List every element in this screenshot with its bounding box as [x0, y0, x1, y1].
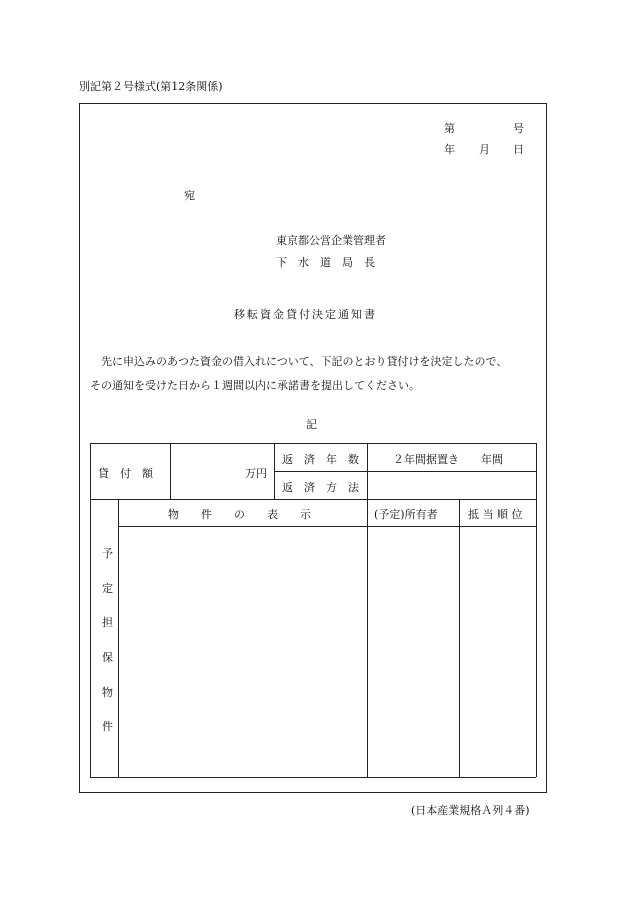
side-label-char: 件 [102, 720, 113, 733]
side-label-char: 保 [102, 651, 113, 664]
issuer-line2: 下 水 道 局 長 [276, 256, 375, 269]
addressee-suffix: 宛 [184, 189, 195, 202]
priority-header: 抵 当 順 位 [468, 508, 523, 521]
form-frame [79, 103, 547, 793]
property-header: 物 件 の 表 示 [168, 508, 311, 521]
repay-years-label: 返 済 年 数 [282, 453, 359, 466]
side-label-char: 担 [102, 616, 113, 629]
number-prefix: 第 [444, 122, 455, 135]
issuer-line1: 東京都公営企業管理者 [276, 234, 386, 247]
day-label: 日 [513, 143, 524, 156]
month-label: 月 [479, 143, 490, 156]
year-label: 年 [444, 143, 455, 156]
form-label: 別記第２号様式(第12条関係) [79, 80, 223, 93]
document-title: 移転資金貸付決定通知書 [234, 308, 377, 321]
side-label-char: 予 [102, 547, 113, 560]
body-line2: その通知を受けた日から１週間以内に承諾書を提出してください。 [90, 379, 420, 392]
unit-label: 万円 [245, 467, 267, 480]
loan-amount-label: 貸 付 額 [98, 467, 153, 480]
repay-method-label: 返 済 方 法 [282, 481, 359, 494]
footer-note: (日本産業規格Ａ列４番) [411, 804, 530, 817]
body-line1: 先に申込みのあつた資金の借入れについて、下記のとおり貸付けを決定したので、 [101, 355, 508, 368]
repay-years-value: ２年間据置き 年間 [393, 453, 503, 466]
side-label-char: 定 [102, 582, 113, 595]
ki-label: 記 [306, 418, 317, 431]
side-label-char: 物 [102, 686, 113, 699]
number-suffix: 号 [513, 122, 524, 135]
owner-header: (予定)所有者 [374, 508, 438, 521]
